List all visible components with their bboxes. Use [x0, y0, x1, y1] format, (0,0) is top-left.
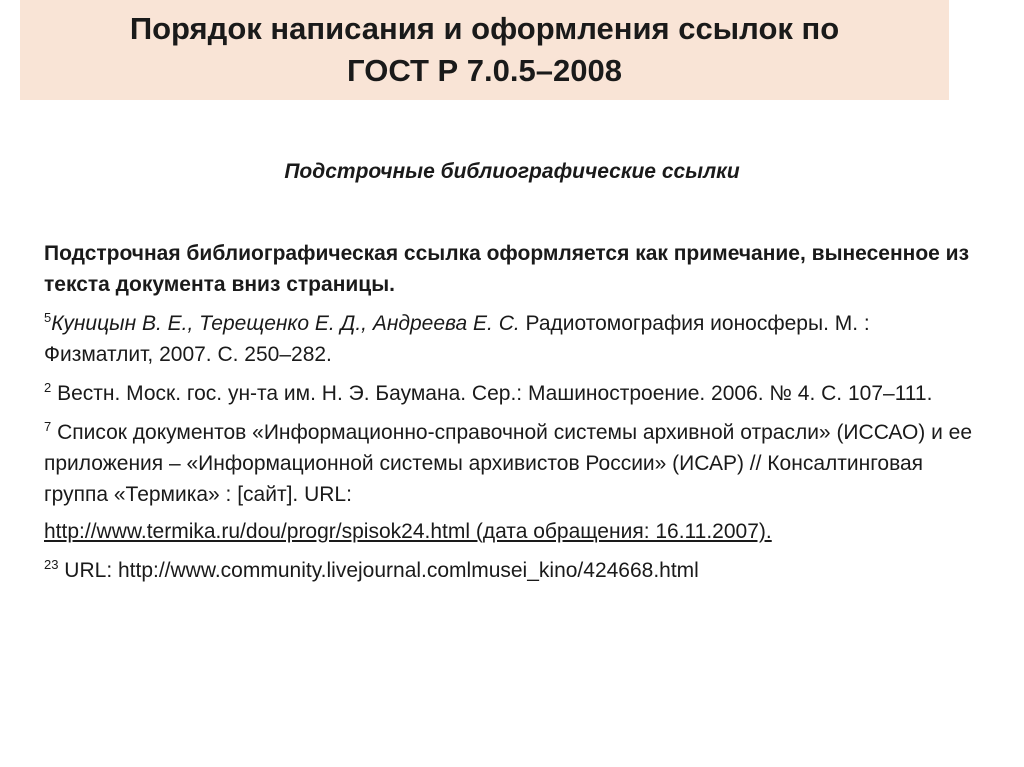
reference-text: URL: http://www.community.livejournal.comlmusei_kino/424668.html [58, 559, 699, 582]
footnote-marker: 2 [44, 380, 52, 395]
reference-url-link[interactable]: http://www.termika.ru/dou/progr/spisok24.html (дата обращения: 16.11.2007). [44, 520, 772, 543]
page-title-line1: Порядок написания и оформления ссылок по [129, 11, 840, 46]
reference-item [44, 308, 974, 370]
section-subtitle: Подстрочные библиографические ссылки [284, 160, 740, 183]
content-body [44, 238, 974, 594]
footnote-marker: 7 [44, 419, 52, 434]
intro-paragraph: Подстрочная библиографическая ссылка оформляется как примечание, вынесенное из текста документа вниз страницы. [44, 242, 970, 296]
page-title-line2: ГОСТ Р 7.0.5–2008 [347, 53, 622, 88]
reference-text: Список документов «Информационно-справочной системы архивной отрасли» (ИССАО) и ее приложения – «Информационной системы архивистов России» (ИСАР) // Консалтинговая группа «Термика» : [сайт]. URL: [44, 421, 973, 506]
reference-item [44, 417, 974, 510]
reference-item [44, 378, 974, 409]
reference-authors: Куницын В. Е., Терещенко Е. Д., Андреева Е. С. [51, 312, 520, 335]
reference-text: Вестн. Моск. гос. ун-та им. Н. Э. Баумана. Сер.: Машиностроение. 2006. № 4. С. 107–111. [51, 382, 933, 405]
footnote-marker: 5 [44, 310, 52, 325]
page-title [20, 8, 949, 92]
reference-text: Радиотомография ионосферы. М. : Физматлит, 2007. С. 250–282. [44, 312, 870, 366]
footnote-marker: 23 [44, 557, 59, 572]
title-band [20, 0, 949, 100]
reference-link-line [44, 516, 974, 547]
reference-item [44, 555, 974, 586]
